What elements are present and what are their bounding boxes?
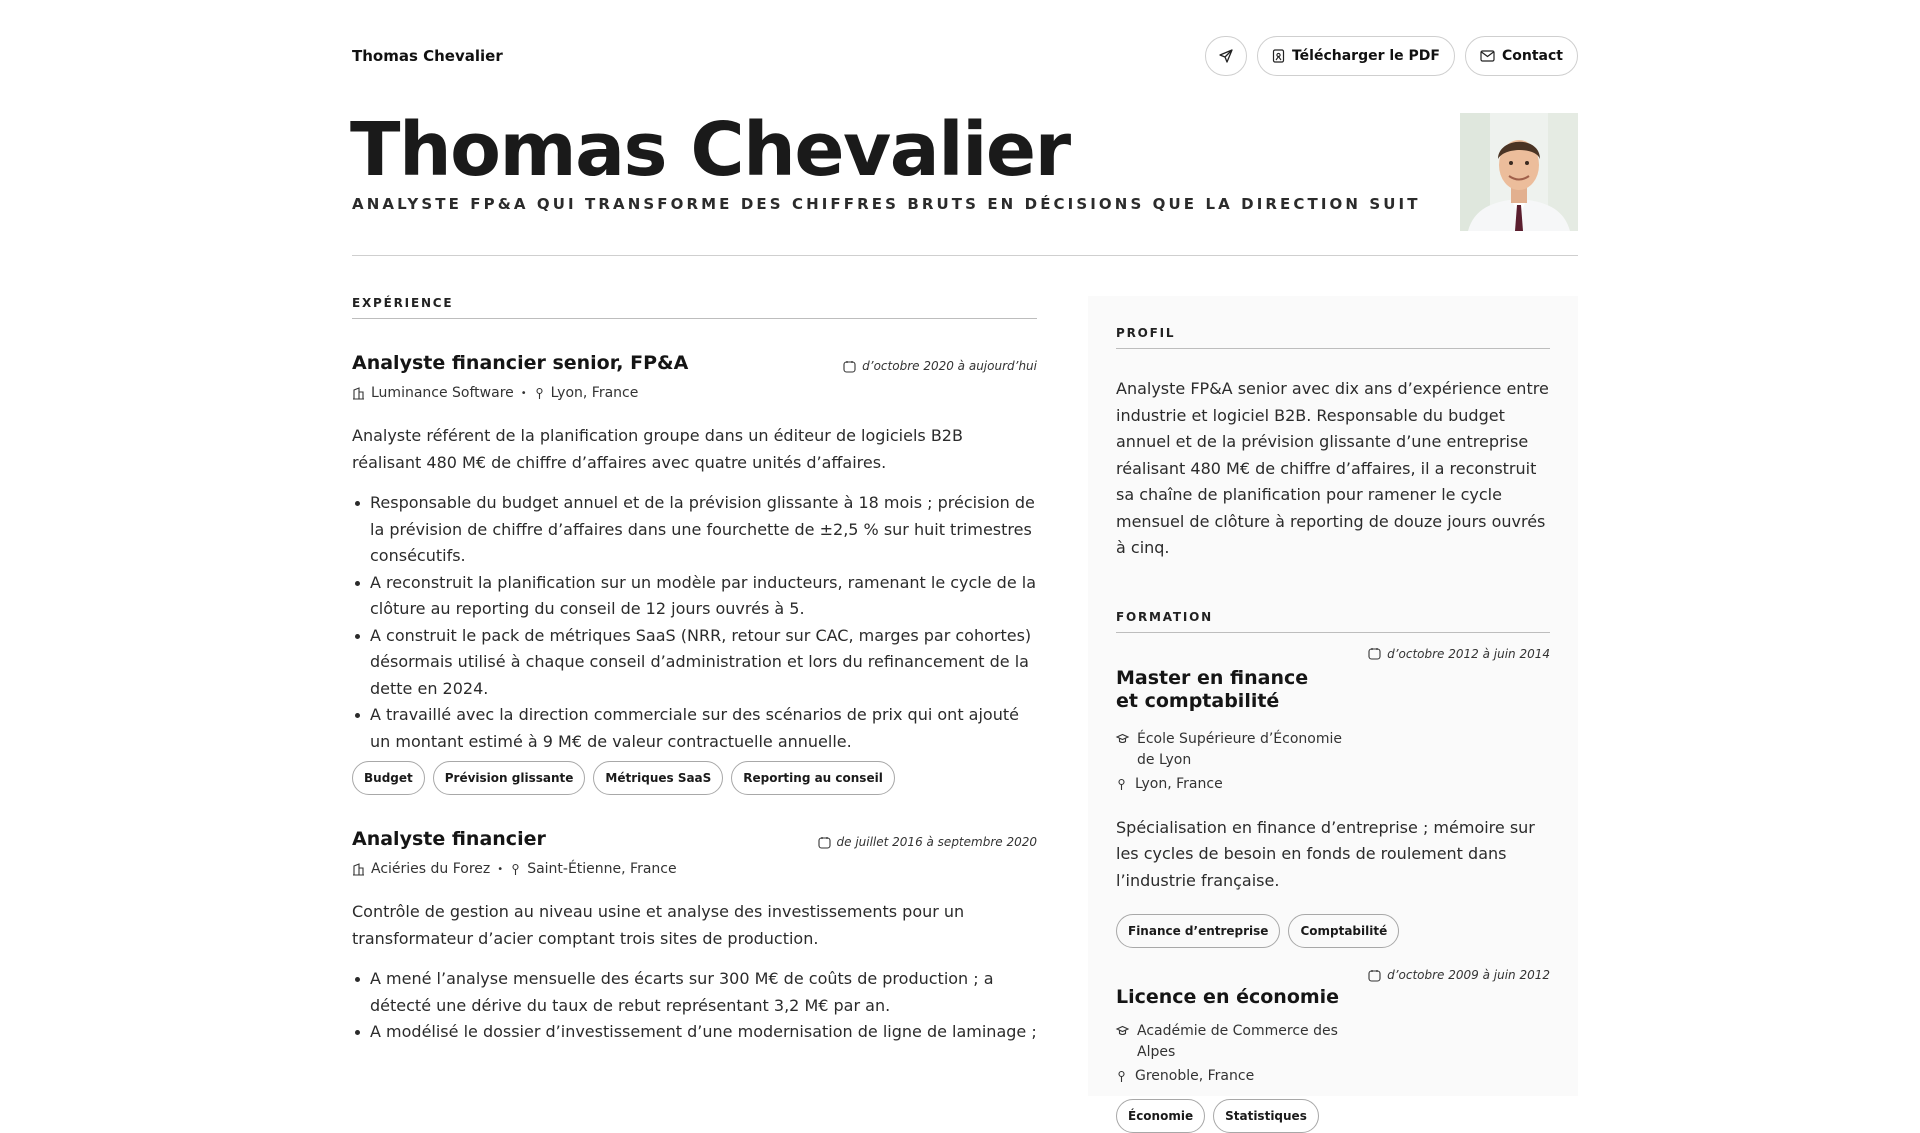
list-item: Responsable du budget annuel et de la prévision glissante à 18 mois ; précision de la prévision de chiffre d’affaires dans une fourchette de ±2,5 % sur huit trimestres consécutifs. xyxy=(352,490,1037,570)
list-item: A construit le pack de métriques SaaS (NRR, retour sur CAC, marges par cohortes) désormais utilisé à chaque conseil d’administration et lors du refinancement de la dette en 2024. xyxy=(352,623,1037,703)
education-entry xyxy=(1116,647,1550,949)
profile-heading: PROFIL xyxy=(1116,326,1550,349)
list-item: A mené l’analyse mensuelle des écarts sur 300 M€ de coûts de production ; a détecté une dérive du taux de rebut représentant 3,2 M€ par an. xyxy=(352,966,1037,1019)
school-name: École Supérieure d’Économie de Lyon xyxy=(1137,730,1342,768)
job-title: Analyste financier xyxy=(352,828,546,850)
skill-tag[interactable]: Budget xyxy=(352,761,425,795)
skill-tag[interactable]: Reporting au conseil xyxy=(731,761,895,795)
contact-label: Contact xyxy=(1502,48,1563,64)
job-bullets xyxy=(352,490,1037,755)
skill-tag[interactable]: Finance d’entreprise xyxy=(1116,914,1280,948)
download-pdf-label: Télécharger le PDF xyxy=(1291,48,1440,64)
job-period xyxy=(818,835,1038,849)
header-divider xyxy=(352,255,1578,256)
school-location xyxy=(1116,774,1550,795)
education-tags xyxy=(1116,914,1550,948)
job-description: Analyste référent de la planification groupe dans un éditeur de logiciels B2B réalisant 480 M€ de chiffre d’affaires avec quatre unités d’affaires. xyxy=(352,426,963,472)
tagline: ANALYSTE FP&A QUI TRANSFORME DES CHIFFRES BRUTS EN DÉCISIONS QUE LA DIRECTION SUIT xyxy=(352,195,1421,213)
job-bullets xyxy=(352,966,1037,1046)
envelope-icon xyxy=(1480,50,1495,62)
job-location: Saint-Étienne, France xyxy=(527,861,677,877)
degree-title: Master en finance et comptabilité xyxy=(1116,666,1309,712)
company-name: Luminance Software xyxy=(371,385,514,401)
map-pin-icon xyxy=(510,863,521,876)
skill-tag[interactable]: Comptabilité xyxy=(1288,914,1399,948)
graduation-cap-icon xyxy=(1116,733,1129,745)
skill-tags xyxy=(352,761,1037,795)
calendar-icon xyxy=(1368,647,1381,660)
education-period xyxy=(1116,647,1550,661)
list-item: A travaillé avec la direction commerciale sur des scénarios de prix qui ont ajouté un montant estimé à 9 M€ de valeur contractuelle annuelle. xyxy=(352,702,1037,755)
sidebar-panel xyxy=(1088,296,1578,1123)
share-button[interactable] xyxy=(1205,36,1247,76)
job-meta xyxy=(352,385,1037,401)
page-title: Thomas Chevalier xyxy=(350,107,1070,193)
header-actions xyxy=(1205,36,1578,76)
list-item: A reconstruit la planification sur un modèle par inducteurs, ramenant le cycle de la clôture au reporting du conseil de 12 jours ouvrés à 5. xyxy=(352,570,1037,623)
school-city: Lyon, France xyxy=(1135,775,1223,792)
skill-tag[interactable]: Économie xyxy=(1116,1099,1205,1133)
building-icon xyxy=(352,863,365,876)
map-pin-icon xyxy=(1116,778,1127,791)
paper-plane-icon xyxy=(1218,48,1234,64)
map-pin-icon xyxy=(534,387,545,400)
education-period xyxy=(1116,968,1550,982)
skill-tag[interactable]: Prévision glissante xyxy=(433,761,586,795)
school-location xyxy=(1116,1066,1550,1087)
job-description: Contrôle de gestion au niveau usine et analyse des investissements pour un transformateur d’acier comptant trois sites de production. xyxy=(352,902,965,948)
school-line xyxy=(1116,729,1550,771)
experience-heading: EXPÉRIENCE xyxy=(352,296,1037,319)
job-meta xyxy=(352,861,1037,877)
pdf-file-icon xyxy=(1272,49,1285,63)
job-entry xyxy=(352,351,1037,795)
experience-section xyxy=(352,296,1037,1046)
school-city: Grenoble, France xyxy=(1135,1068,1255,1084)
meta-separator: • xyxy=(520,387,527,399)
top-bar xyxy=(352,36,1578,76)
skill-tag[interactable]: Métriques SaaS xyxy=(593,761,723,795)
company-name: Aciéries du Forez xyxy=(371,861,491,877)
education-entry xyxy=(1116,968,1550,1133)
education-period-text: d’octobre 2009 à juin 2012 xyxy=(1387,968,1550,982)
school-line xyxy=(1116,1021,1550,1063)
education-heading: FORMATION xyxy=(1116,610,1550,633)
brand-name[interactable]: Thomas Chevalier xyxy=(352,47,503,65)
job-period-text: de juillet 2016 à septembre 2020 xyxy=(836,835,1037,849)
building-icon xyxy=(352,387,365,400)
skill-tag[interactable]: Statistiques xyxy=(1213,1099,1319,1133)
calendar-icon xyxy=(818,836,831,849)
calendar-icon xyxy=(843,360,856,373)
download-pdf-button[interactable] xyxy=(1257,36,1455,76)
list-item: A modélisé le dossier d’investissement d’une modernisation de ligne de laminage ; xyxy=(352,1019,1037,1046)
education-period-text: d’octobre 2012 à juin 2014 xyxy=(1387,646,1550,661)
calendar-icon xyxy=(1368,969,1381,982)
job-period xyxy=(843,359,1037,373)
job-period-text: d’octobre 2020 à aujourd’hui xyxy=(862,359,1037,373)
job-location: Lyon, France xyxy=(550,385,639,401)
meta-separator: • xyxy=(497,863,504,875)
contact-button[interactable] xyxy=(1465,36,1578,76)
map-pin-icon xyxy=(1116,1070,1127,1083)
graduation-cap-icon xyxy=(1116,1025,1129,1037)
school-name: Académie de Commerce des Alpes xyxy=(1137,1023,1338,1060)
profile-photo xyxy=(1460,113,1578,231)
degree-title: Licence en économie xyxy=(1116,986,1340,1008)
profile-text: Analyste FP&A senior avec dix ans d’expérience entre industrie et logiciel B2B. Responsable du budget annuel et de la prévision glissante d’une entreprise réalisant 480 M€ de chiffre d’affaires, il a reconstruit sa chaîne de planification pour ramener le cycle mensuel de clôture à reporting de douze jours ouvrés à cinq. xyxy=(1116,379,1549,557)
job-title: Analyste financier senior, FP&A xyxy=(352,352,689,374)
job-entry xyxy=(352,827,1037,1046)
education-description: Spécialisation en finance d’entreprise ; mémoire sur les cycles de besoin en fonds de roulement dans l’industrie française. xyxy=(1116,817,1535,890)
education-tags xyxy=(1116,1099,1550,1133)
